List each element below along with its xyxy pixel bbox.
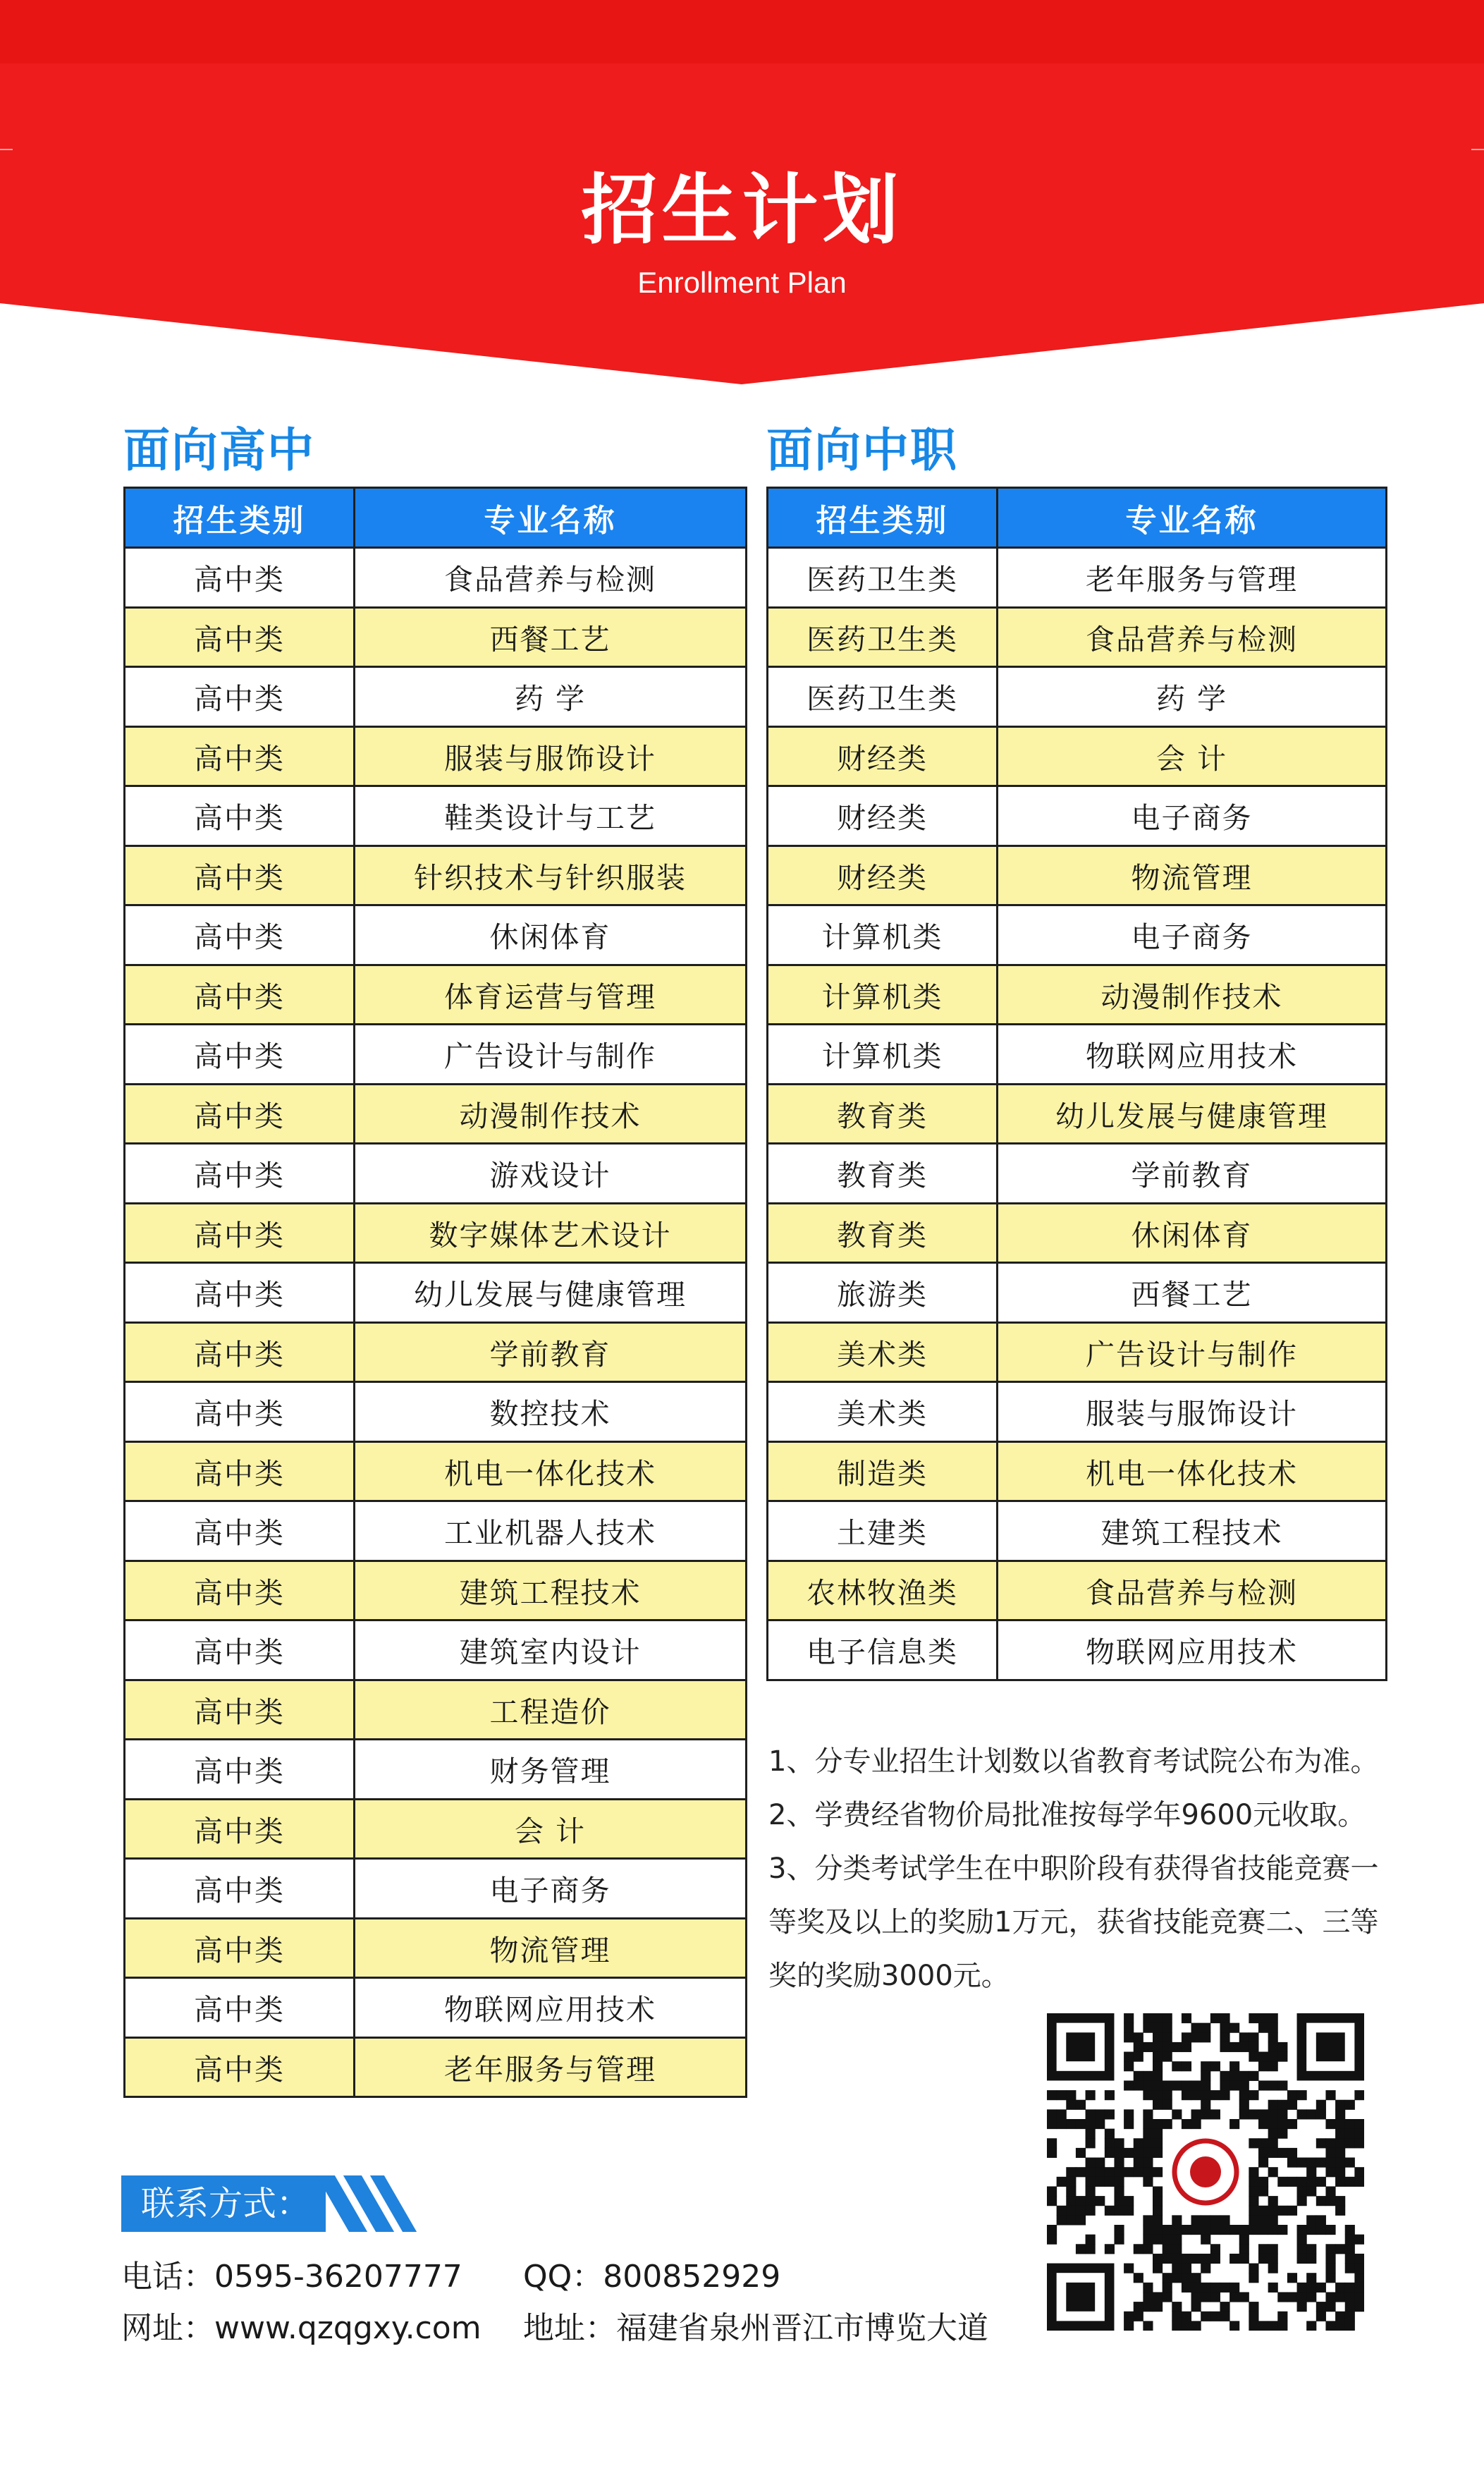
category-cell: 高中类 xyxy=(125,1322,355,1382)
category-cell: 计算机类 xyxy=(768,965,998,1025)
header-banner xyxy=(0,0,1484,395)
major-cell: 物流管理 xyxy=(998,846,1387,905)
major-cell: 西餐工艺 xyxy=(355,607,747,667)
major-cell: 学前教育 xyxy=(998,1144,1387,1204)
table-row xyxy=(125,965,747,1025)
table-row xyxy=(768,1084,1387,1144)
major-cell: 幼儿发展与健康管理 xyxy=(355,1263,747,1323)
note-item: 2、学费经省物价局批准按每学年9600元收取。 xyxy=(768,1799,1366,1831)
table-row xyxy=(125,2037,747,2097)
category-cell: 高中类 xyxy=(125,1084,355,1144)
contact-website[interactable]: 网址：www.qzqgxy.com xyxy=(121,2310,482,2346)
contact-heading-bar xyxy=(121,2175,403,2232)
table-row xyxy=(125,786,747,846)
table-row xyxy=(768,548,1387,608)
page-subtitle: Enrollment Plan xyxy=(637,266,847,299)
category-cell: 高中类 xyxy=(125,1918,355,1978)
table-row xyxy=(768,1501,1387,1561)
major-cell: 物流管理 xyxy=(355,1918,747,1978)
table-row xyxy=(768,965,1387,1025)
category-cell: 医药卫生类 xyxy=(768,667,998,727)
column-header-major: 专业名称 xyxy=(355,488,747,548)
category-cell: 高中类 xyxy=(125,965,355,1025)
category-cell: 高中类 xyxy=(125,1501,355,1561)
table-row xyxy=(125,1263,747,1323)
category-cell: 高中类 xyxy=(125,1620,355,1680)
category-cell: 高中类 xyxy=(125,1203,355,1263)
contact-phone: 电话：0595-36207777 xyxy=(121,2259,462,2295)
category-cell: 医药卫生类 xyxy=(768,607,998,667)
category-cell: 制造类 xyxy=(768,1441,998,1501)
high-school-heading: 面向高中 xyxy=(123,423,315,477)
qr-code-icon xyxy=(1047,2013,1364,2331)
major-cell: 建筑室内设计 xyxy=(355,1620,747,1680)
category-cell: 高中类 xyxy=(125,1680,355,1740)
table-row xyxy=(125,1203,747,1263)
major-cell: 建筑工程技术 xyxy=(355,1561,747,1620)
table-row xyxy=(125,726,747,786)
category-cell: 高中类 xyxy=(125,1561,355,1620)
category-cell: 农林牧渔类 xyxy=(768,1561,998,1620)
major-cell: 会 计 xyxy=(998,726,1387,786)
major-cell: 动漫制作技术 xyxy=(998,965,1387,1025)
table-row xyxy=(125,1382,747,1442)
category-cell: 土建类 xyxy=(768,1501,998,1561)
note-item: 1、分专业招生计划数以省教育考试院公布为准。 xyxy=(768,1745,1379,1778)
vocational-table xyxy=(766,487,1387,1681)
contact-address: 地址：福建省泉州晋江市博览大道 xyxy=(523,2310,988,2346)
table-row xyxy=(768,726,1387,786)
major-cell: 建筑工程技术 xyxy=(998,1501,1387,1561)
table-row xyxy=(768,1025,1387,1085)
contact-qq: QQ：800852929 xyxy=(523,2259,781,2295)
category-cell: 高中类 xyxy=(125,1025,355,1085)
page-title: 招生计划 xyxy=(581,166,903,255)
table-row xyxy=(125,1561,747,1620)
major-cell: 数控技术 xyxy=(355,1382,747,1442)
category-cell: 财经类 xyxy=(768,786,998,846)
major-cell: 电子商务 xyxy=(998,905,1387,965)
table-row xyxy=(125,1441,747,1501)
high-school-table xyxy=(123,487,747,2098)
table-row xyxy=(125,905,747,965)
category-cell: 旅游类 xyxy=(768,1263,998,1323)
table-row xyxy=(768,1322,1387,1382)
category-cell: 高中类 xyxy=(125,905,355,965)
category-cell: 高中类 xyxy=(125,1859,355,1919)
table-row xyxy=(125,1859,747,1919)
table-row xyxy=(768,1263,1387,1323)
major-cell: 电子商务 xyxy=(355,1859,747,1919)
category-cell: 美术类 xyxy=(768,1322,998,1382)
category-cell: 计算机类 xyxy=(768,1025,998,1085)
table-row xyxy=(768,1144,1387,1204)
table-row xyxy=(125,1322,747,1382)
category-cell: 高中类 xyxy=(125,548,355,608)
major-cell: 工业机器人技术 xyxy=(355,1501,747,1561)
vocational-heading: 面向中职 xyxy=(766,423,958,477)
major-cell: 服装与服饰设计 xyxy=(998,1382,1387,1442)
major-cell: 游戏设计 xyxy=(355,1144,747,1204)
table-row xyxy=(125,1918,747,1978)
notes-block xyxy=(768,1735,1403,2003)
category-cell: 高中类 xyxy=(125,1263,355,1323)
major-cell: 针织技术与针织服装 xyxy=(355,846,747,905)
major-cell: 幼儿发展与健康管理 xyxy=(998,1084,1387,1144)
table-row xyxy=(768,846,1387,905)
category-cell: 财经类 xyxy=(768,726,998,786)
category-cell: 教育类 xyxy=(768,1144,998,1204)
category-cell: 教育类 xyxy=(768,1084,998,1144)
table-row xyxy=(125,1978,747,2038)
major-cell: 食品营养与检测 xyxy=(355,548,747,608)
table-row xyxy=(125,846,747,905)
table-header-row xyxy=(768,488,1387,548)
table-row xyxy=(768,1620,1387,1680)
major-cell: 机电一体化技术 xyxy=(355,1441,747,1501)
table-row xyxy=(768,905,1387,965)
category-cell: 高中类 xyxy=(125,667,355,727)
table-row xyxy=(768,667,1387,727)
category-cell: 教育类 xyxy=(768,1203,998,1263)
table-row xyxy=(125,1740,747,1800)
table-row xyxy=(125,548,747,608)
major-cell: 财务管理 xyxy=(355,1740,747,1800)
major-cell: 工程造价 xyxy=(355,1680,747,1740)
category-cell: 高中类 xyxy=(125,1799,355,1859)
table-row xyxy=(768,1203,1387,1263)
category-cell: 高中类 xyxy=(125,846,355,905)
table-row xyxy=(125,667,747,727)
column-header-category: 招生类别 xyxy=(125,488,355,548)
category-cell: 高中类 xyxy=(125,1740,355,1800)
major-cell: 食品营养与检测 xyxy=(998,1561,1387,1620)
category-cell: 财经类 xyxy=(768,846,998,905)
major-cell: 鞋类设计与工艺 xyxy=(355,786,747,846)
major-cell: 数字媒体艺术设计 xyxy=(355,1203,747,1263)
column-header-major: 专业名称 xyxy=(998,488,1387,548)
major-cell: 体育运营与管理 xyxy=(355,965,747,1025)
major-cell: 老年服务与管理 xyxy=(998,548,1387,608)
major-cell: 西餐工艺 xyxy=(998,1263,1387,1323)
table-header-row xyxy=(125,488,747,548)
category-cell: 电子信息类 xyxy=(768,1620,998,1680)
table-row xyxy=(125,1144,747,1204)
major-cell: 老年服务与管理 xyxy=(355,2037,747,2097)
table-row xyxy=(125,1025,747,1085)
category-cell: 高中类 xyxy=(125,1382,355,1442)
category-cell: 美术类 xyxy=(768,1382,998,1442)
major-cell: 机电一体化技术 xyxy=(998,1441,1387,1501)
category-cell: 高中类 xyxy=(125,1441,355,1501)
category-cell: 高中类 xyxy=(125,786,355,846)
major-cell: 食品营养与检测 xyxy=(998,607,1387,667)
table-row xyxy=(768,1382,1387,1442)
table-row xyxy=(125,1084,747,1144)
table-row xyxy=(768,786,1387,846)
category-cell: 高中类 xyxy=(125,1978,355,2038)
major-cell: 药 学 xyxy=(355,667,747,727)
column-header-category: 招生类别 xyxy=(768,488,998,548)
major-cell: 物联网应用技术 xyxy=(998,1025,1387,1085)
category-cell: 高中类 xyxy=(125,1144,355,1204)
major-cell: 动漫制作技术 xyxy=(355,1084,747,1144)
table-row xyxy=(125,607,747,667)
major-cell: 药 学 xyxy=(998,667,1387,727)
contact-heading: 联系方式： xyxy=(141,2184,311,2223)
table-row xyxy=(125,1680,747,1740)
major-cell: 服装与服饰设计 xyxy=(355,726,747,786)
major-cell: 会 计 xyxy=(355,1799,747,1859)
table-row xyxy=(125,1620,747,1680)
category-cell: 高中类 xyxy=(125,726,355,786)
table-row xyxy=(768,607,1387,667)
category-cell: 高中类 xyxy=(125,607,355,667)
table-row xyxy=(125,1501,747,1561)
table-row xyxy=(768,1561,1387,1620)
table-row xyxy=(768,1441,1387,1501)
major-cell: 休闲体育 xyxy=(998,1203,1387,1263)
category-cell: 医药卫生类 xyxy=(768,548,998,608)
note-item: 3、分类考试学生在中职阶段有获得省技能竞赛一等奖及以上的奖励1万元，获省技能竞赛二、三等奖的奖励3000元。 xyxy=(768,1852,1379,1992)
major-cell: 学前教育 xyxy=(355,1322,747,1382)
table-row xyxy=(125,1799,747,1859)
major-cell: 电子商务 xyxy=(998,786,1387,846)
category-cell: 计算机类 xyxy=(768,905,998,965)
major-cell: 休闲体育 xyxy=(355,905,747,965)
major-cell: 广告设计与制作 xyxy=(998,1322,1387,1382)
major-cell: 物联网应用技术 xyxy=(355,1978,747,2038)
major-cell: 物联网应用技术 xyxy=(998,1620,1387,1680)
category-cell: 高中类 xyxy=(125,2037,355,2097)
major-cell: 广告设计与制作 xyxy=(355,1025,747,1085)
